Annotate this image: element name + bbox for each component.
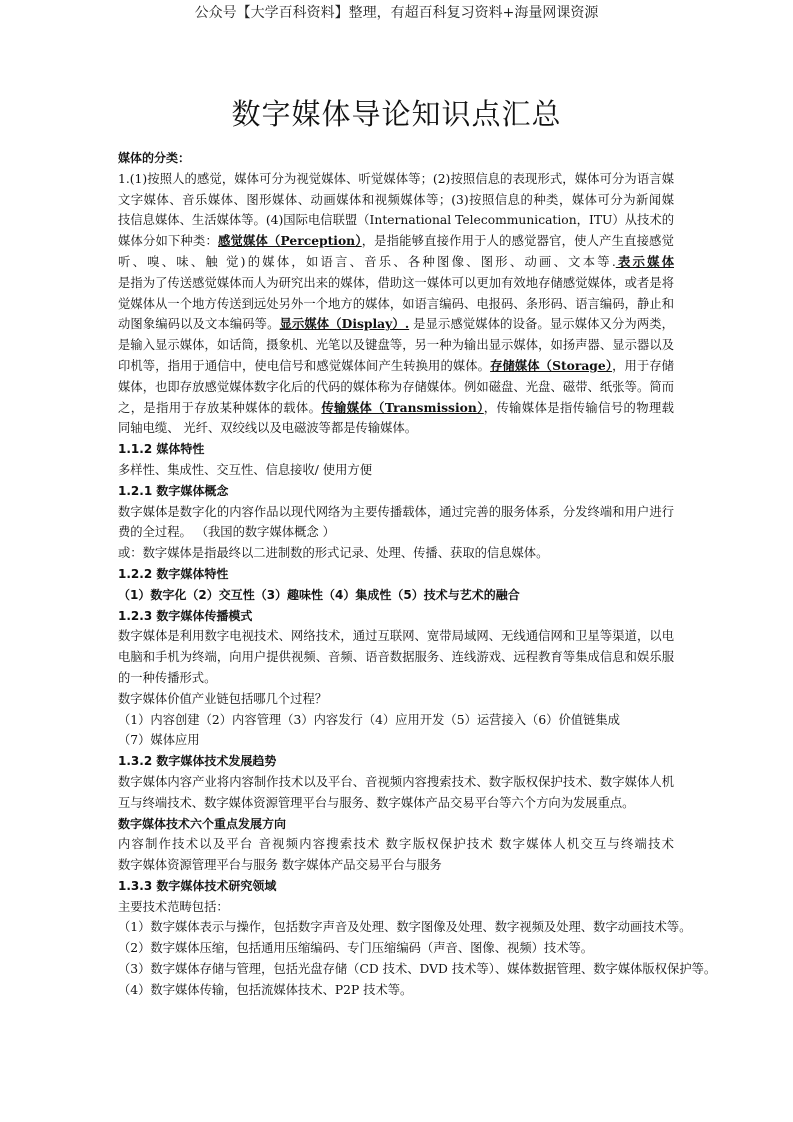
term-highlight: 表示媒体 [615,253,674,269]
text-segment: 1.2.3 数字媒体传播模式 [118,608,253,623]
text-segment: （1）内容创建（2）内容管理（3）内容发行（4）应用开发（5）运营接入（6）价值链集成 [118,712,620,727]
text-segment: 数字媒体产品交易平台与服务 [281,858,442,873]
text-line [118,772,674,793]
text-segment: 的一种传播形式。 [118,670,217,685]
text-segment: 是指为了传送感觉媒体而人为研究出来的媒体，借助这一媒体可以更加有效地存储感觉媒体，或者是将 [118,275,674,290]
page-header: 公众号【大学百科资料】整理，有超百科复习资料+海量网课资源 [194,5,599,21]
text-line [118,502,674,523]
text-segment: 之，是指用于存放某种媒体的载体。 [118,400,322,415]
text-segment: ，是指能够直接作用于人的感觉器官，使人产生直接感觉 [361,234,674,249]
text-segment: （2）数字媒体压缩，包括通用压缩编码、专门压缩编码（声音、图像、视频）技术等。 [118,941,594,956]
text-line [118,689,674,710]
text-line [118,377,674,398]
section-heading [118,814,674,835]
text-segment: 觉媒体从一个地方传送到远处另外一个地方的媒体，如语言编码、电报码、条形码、语言编码，静止和 [118,296,674,311]
section-heading [118,876,674,897]
text-segment: 1.3.3 数字媒体技术研究领域 [118,878,277,893]
text-segment: 数字媒体是利用数字电视技术、网络技术，通过互联网、宽带局域网、无线通信网和卫星等渠道，以电 [118,629,674,644]
text-segment: （7）媒体应用 [118,733,200,748]
text-segment: 听、嗅、味、触 觉)的媒体，如语言、音乐、各种图像、图形、动画、文本等. [118,254,616,269]
section-heading [118,439,674,460]
text-segment: （4）数字媒体传输，包括流媒体技术、P2P 技术等。 [118,982,413,997]
text-line [118,231,674,252]
text-segment: 主要技术范畴包括： [118,899,229,914]
text-line [118,252,674,273]
text-segment: （1）数字媒体表示与操作，包括数字声音及处理、数字图像及处理、数字视频及处理、数字动画技术等。 [118,920,692,935]
text-segment: 1.3.2 数字媒体技术发展趋势 [118,754,277,769]
text-line [118,273,674,294]
text-line [118,668,674,689]
section-heading [118,564,674,585]
text-line [118,938,674,959]
text-segment: 1.2.1 数字媒体概念 [118,483,229,498]
text-segment: 数字版权保护技术 [385,837,494,852]
text-segment: 电脑和手机为终端，向用户提供视频、音频、语音数据服务、连线游戏、远程教育等集成信息和娱乐服 [118,650,674,665]
text-segment: 媒体的分类： [118,151,191,165]
section-heading [118,585,674,606]
text-line [118,855,674,876]
text-segment: 数字媒体内容产业将内容制作技术以及平台、音视频内容搜索技术、数字版权保护技术、数字媒体人机 [118,774,674,789]
text-line [118,418,674,439]
term-highlight: 传输媒体（Transmission） [321,399,484,415]
text-line [118,959,717,980]
text-line [118,522,674,543]
text-segment: 数字媒体技术六个重点发展方向 [118,816,287,831]
text-segment: 1.(1)按照人的感觉，媒体可分为视觉媒体、听觉媒体等；(2)按照信息的表现形式，媒体可分为语言媒 [118,171,674,186]
section-heading [118,481,674,502]
text-segment: 印机等，指用于通信中，使电信号和感觉媒体间产生转换用的媒体。 [118,358,491,373]
text-segment: 或：数字媒体是指最终以二进制数的形式记录、处理、传播、获取的信息媒体。 [118,546,549,561]
text-segment: （3）数字媒体存储与管理，包括光盘存储（CD 技术、DVD 技术等）、媒体数据管理、数字媒体版权保护等。 [118,962,717,977]
text-segment: 技信息媒体、生活媒体等。(4)国际电信联盟（International Telecommunication，ITU）从技术的 [118,213,674,228]
text-segment: 数字媒体价值产业链包括哪几个过程？ [118,691,328,706]
text-line [118,793,674,814]
text-segment: 媒体分如下种类： [118,234,218,249]
text-line [118,710,674,731]
text-segment: 互与终端技术、数字媒体资源管理平台与服务、数字媒体产品交易平台等六个方向为发展重点。 [118,795,635,810]
text-line [118,190,674,211]
text-line [118,626,674,647]
text-segment: 费的全过程。 （我国的数字媒体概念 ） [118,525,335,540]
text-line [118,314,674,335]
text-line [118,356,674,377]
text-segment: 1.2.2 数字媒体特性 [118,566,229,581]
text-segment: 数字媒体是数字化的内容作品以现代网络为主要传播载体，通过完善的服务体系，分发终端和用户进行 [118,504,674,519]
text-segment: 多样性、集成性、交互性、信息接收/ 使用方便 [118,462,372,477]
text-segment: 同轴电缆、 光纤、双绞线以及电磁波等都是传输媒体。 [118,421,418,436]
term-highlight: 显示媒体（Display）. [279,316,410,332]
term-highlight: 感觉媒体（Perception） [218,233,362,249]
document-body [118,148,717,1001]
text-line [118,897,674,918]
text-line [118,398,674,419]
text-segment: 动图象编码以及文本编码等。 [118,317,280,332]
text-line [118,730,674,751]
text-segment: 音视频内容搜索技术 [258,837,381,852]
section-heading [118,606,674,627]
text-line [118,460,674,481]
text-line [118,335,674,356]
section-heading [118,751,674,772]
document-title: 数字媒体导论知识点汇总 [231,97,562,131]
section-heading [118,148,674,169]
text-segment: ，用于存储 [612,358,674,373]
text-segment: ，传输媒体是指传输信号的物理载 [483,400,674,415]
term-highlight: 存储媒体（Storage） [490,357,613,373]
text-segment: （1）数字化（2）交互性（3）趣味性（4）集成性（5）技术与艺术的融合 [118,587,520,602]
text-segment: 是显示感觉媒体的设备。显示媒体又分为两类， [413,317,674,332]
text-line [118,294,674,315]
text-line [118,917,692,938]
text-line [118,169,674,190]
text-segment: 数字媒体人机交互与终端技术 [499,837,674,852]
text-line [118,543,674,564]
text-line [118,647,674,668]
text-segment: 数字媒体资源管理平台与服务 [118,858,278,873]
text-segment: 内容制作技术以及平台 [118,837,254,852]
text-segment: 媒体，也即存放感觉媒体数字化后的代码的媒体称为存储媒体。例如磁盘、光盘、磁带、纸张等。简而 [118,379,674,394]
text-line [118,210,674,231]
text-segment: 1.1.2 媒体特性 [118,442,205,457]
text-line [118,834,674,855]
text-segment: 文字媒体、音乐媒体、图形媒体、动画媒体和视频媒体等；(3)按照信息的种类，媒体可分为新闻媒 [118,192,674,207]
text-line [118,980,674,1001]
text-segment: 是输入显示媒体，如话筒，摄象机、光笔以及键盘等，另一种为输出显示媒体，如扬声器、显示器以及 [118,338,674,353]
